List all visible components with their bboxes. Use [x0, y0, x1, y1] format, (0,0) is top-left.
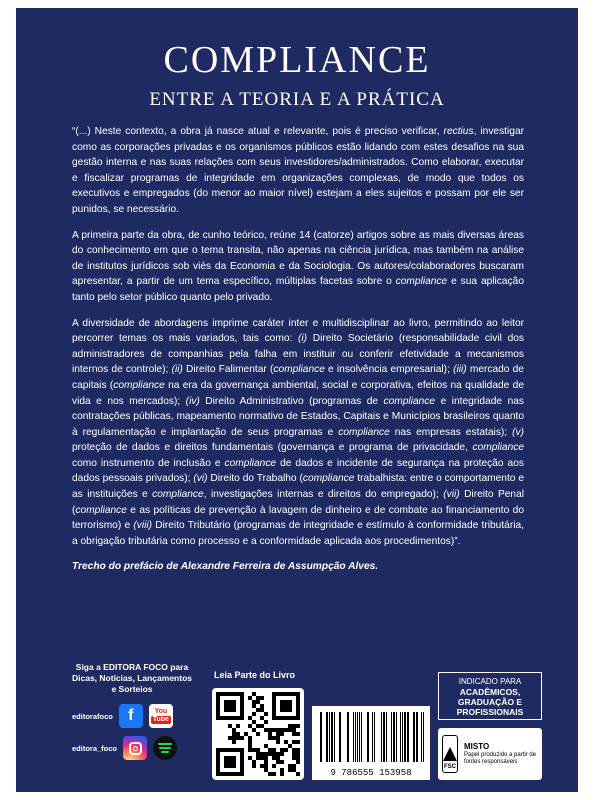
- fsc-description: Papel produzido a partir de fontes responsáveis: [464, 751, 537, 765]
- synopsis: [72, 124, 524, 585]
- fsc-logo-text: FSC: [444, 764, 456, 770]
- paragraph-3: A diversidade de abordagens imprime caráter inter e multidisciplinar ao livro, permitindo ao leitor percorrer temas os mais variados, tais como: (i) Direito Societário (responsabilidade civil dos administradores de companhias pela falha em instituir ou conferir efetividade a mecanismos internos de controle); (ii) Direito Falimentar (compliance e insolvência empresarial); (iii) mercado de capitais (compliance na era da governança ambiental, social e corporativa, efeitos na qualidade de vida e nos mercados); (iv) Direito Administrativo (programas de compliance e integridade nas contratações públicas, mapeamento normativo de Estados, Capitais e Municípios brasileiros quanto à regulamentação e implantação de seus programas e compliance nas empresas estatais); (v) proteção de dados e direitos fundamentais (governança e programa de privacidade, compliance como instrumento de inclusão e compliance de dados e incidente de segurança na proteção aos dados pessoais privados); (vi) Direito do Trabalho (compliance trabalhista: entre o comportamento e as instituições e compliance, investigações internas e direitos do empregado); (vii) Direito Penal (compliance e as políticas de prevenção à lavagem de dinheiro e de combate ao financiamento do terrorismo) e (viii) Direito Tributário (programas de integridade e estímulo à conformidade tributária, a obrigação tributária como processo e a conformidade aplicada aos procedimentos)”.: [72, 317, 525, 547]
- youtube-you: You: [154, 708, 168, 715]
- read-sample-label: Leia Parte do Livro: [214, 670, 296, 680]
- instagram-spotify-row: [72, 736, 177, 760]
- audience-line-3: GRADUAÇÃO E: [457, 697, 523, 707]
- youtube-tube: Tube: [152, 716, 169, 723]
- audience-line-2: ACADÊMICOS,: [459, 687, 521, 697]
- excerpt-credit: Trecho do prefácio de Alexandre Ferreira de Assumpção Alves.: [72, 561, 379, 573]
- facebook-glyph: f: [128, 707, 134, 724]
- fsc-certification: [438, 728, 542, 780]
- book-back-cover: [16, 8, 578, 792]
- facebook-icon[interactable]: [119, 704, 143, 728]
- facebook-handle: editorafoco: [72, 711, 113, 721]
- spotify-icon[interactable]: [153, 736, 177, 760]
- instagram-icon[interactable]: [123, 736, 147, 760]
- qr-code-graphic: [216, 692, 300, 776]
- fsc-title: MISTO: [464, 741, 490, 751]
- audience-line-4: PROFISSIONAIS: [456, 707, 524, 717]
- isbn-number: 9 786555 153958: [330, 768, 412, 778]
- youtube-icon[interactable]: [149, 704, 173, 728]
- facebook-youtube-row: [72, 704, 173, 728]
- audience-line-1: INDICADO PARA: [458, 677, 522, 686]
- instagram-handle: editora_foco: [72, 743, 118, 753]
- qr-code[interactable]: [212, 688, 304, 780]
- paragraph-1: “(...) Neste contexto, a obra já nasce atual e relevante, pois é preciso verificar, rectius, investigar como as corporações privadas e os organismos públicos estão lidando com estes desafios na sua gestão interna e nas suas relações com seus investidores/administrados. Como elaborar, executar e fiscalizar programas de integridade em organizações complexas, de modo que todos os executivos e empregados (do menor ao maior nível) estejam a eles sujeitos e possam por ele ser punidos, se necessário.: [72, 126, 525, 215]
- audience-badge: [438, 672, 542, 720]
- book-subtitle: ENTRE A TEORIA E A PRÁTICA: [149, 89, 445, 110]
- book-title: COMPLIANCE: [163, 39, 431, 81]
- follow-text: Siga a EDITORA FOCO para Dicas, Notícias, Lançamentos e Sorteios: [72, 662, 192, 694]
- fsc-text: [464, 743, 538, 766]
- fsc-logo: [442, 735, 458, 773]
- barcode-graphic: [312, 706, 430, 766]
- barcode: [312, 706, 430, 780]
- paragraph-2: A primeira parte da obra, de cunho teórico, reúne 14 (catorze) artigos sobre as mais diversas áreas do conhecimento em que o tema transita, não apenas na ciência jurídica, mas também na análise de institutos jurídicos sob viés da Economia e da Sociologia. Os autores/colaboradores buscaram apresentar, a partir de um tema específico, múltiplas facetas sobre o compliance e sua aplicação tanto pelo setor público quanto pelo privado.: [72, 229, 524, 303]
